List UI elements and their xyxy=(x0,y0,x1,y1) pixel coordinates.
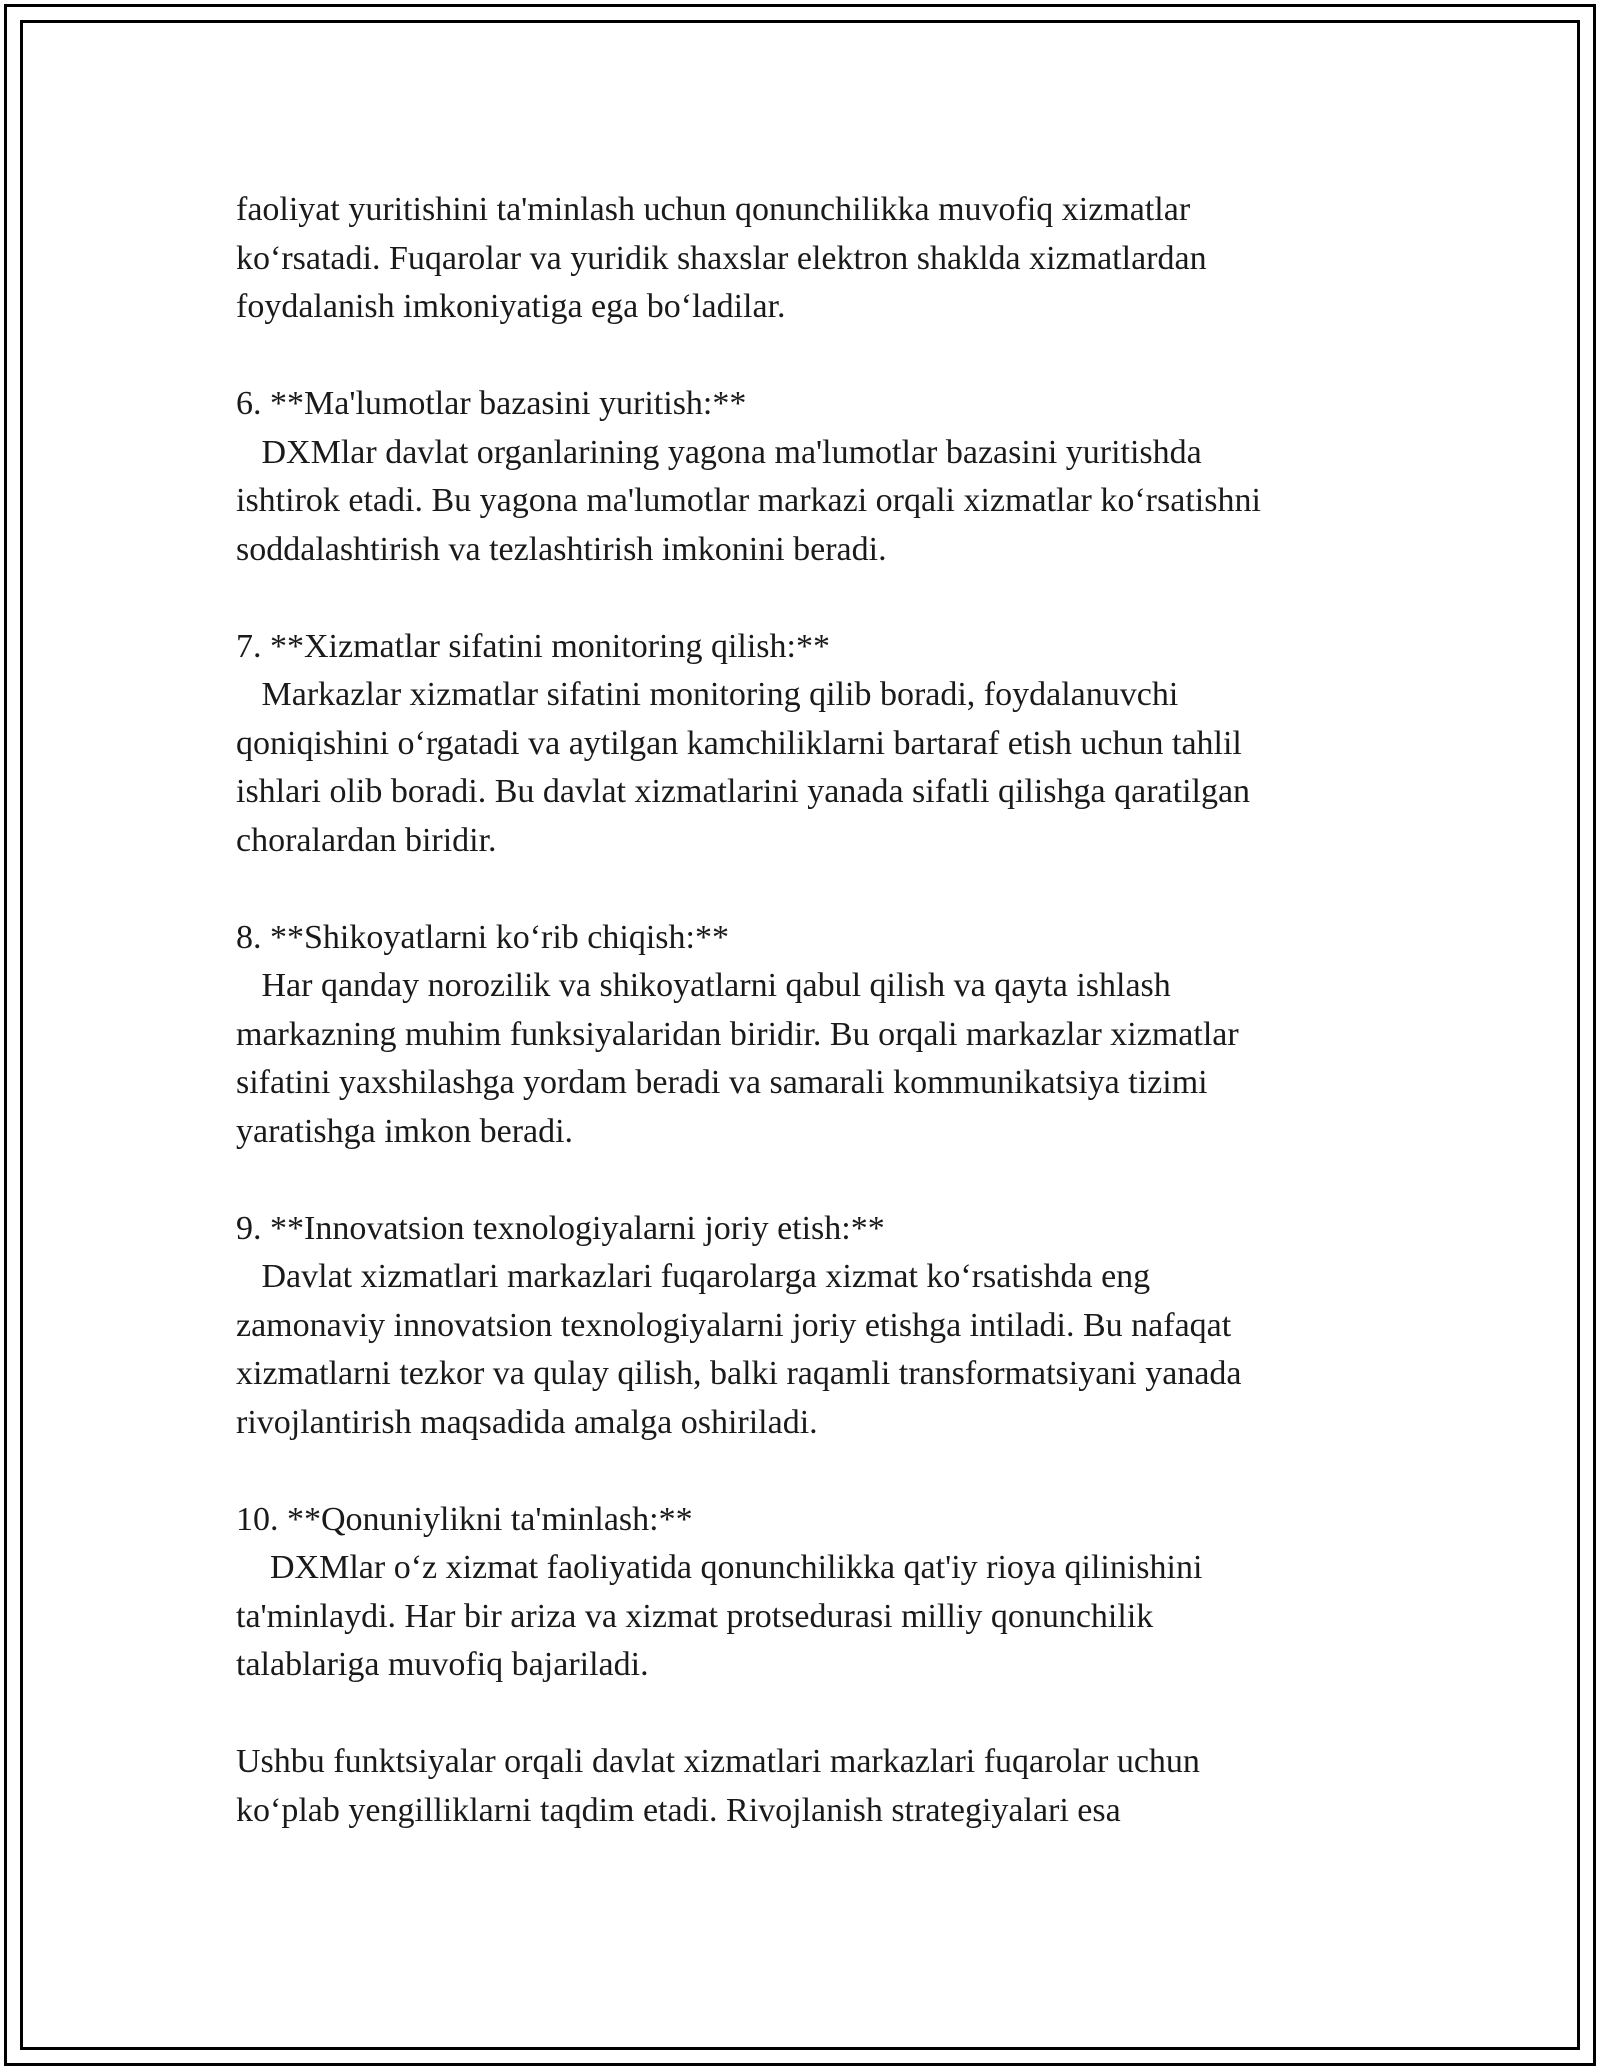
text-line: Ushbu funktsiyalar orqali davlat xizmatlari markazlari fuqarolar uchun xyxy=(236,1743,1200,1780)
text-line: yaratishga imkon beradi. xyxy=(236,1112,574,1150)
text-line: soddalashtirish va tezlashtirish imkonini beradi. xyxy=(236,530,887,568)
text-line: choralardan biridir. xyxy=(236,821,497,859)
text-line: Davlat xizmatlari markazlari fuqarolarga xizmat ko‘rsatishda eng xyxy=(236,1258,1151,1295)
text-line: ta'minlaydi. Har bir ariza va xizmat protsedurasi milliy qonunchilik xyxy=(236,1597,1154,1635)
section-heading: 10. **Qonuniylikni ta'minlash:** xyxy=(236,1500,693,1538)
text-line: ko‘rsatadi. Fuqarolar va yuridik shaxslar elektron shaklda xizmatlardan xyxy=(236,239,1207,277)
text-line: ishtirok etadi. Bu yagona ma'lumotlar markazi orqali xizmatlar ko‘rsatishni xyxy=(236,482,1261,519)
text-line: zamonaviy innovatsion texnologiyalarni joriy etishga intiladi. Bu nafaqat xyxy=(236,1306,1232,1344)
section-6-database xyxy=(236,380,1386,574)
section-heading: 6. **Ma'lumotlar bazasini yuritish:** xyxy=(236,385,747,422)
section-7-monitoring xyxy=(236,623,1386,866)
text-line: foydalanish imkoniyatiga ega bo‘ladilar. xyxy=(236,288,786,325)
text-line: Markazlar xizmatlar sifatini monitoring qilib boradi, foydalanuvchi xyxy=(236,676,1179,713)
text-line: ko‘plab yengilliklarni taqdim etadi. Rivojlanish strategiyalari esa xyxy=(236,1791,1121,1829)
text-line: DXMlar o‘z xizmat faoliyatida qonunchilikka qat'iy rioya qilinishini xyxy=(236,1549,1203,1586)
section-8-complaints xyxy=(236,914,1386,1157)
text-line: DXMlar davlat organlarining yagona ma'lumotlar bazasini yuritishda xyxy=(236,433,1202,471)
section-9-innovation xyxy=(236,1205,1386,1448)
text-line: Har qanday norozilik va shikoyatlarni qabul qilish va qayta ishlash xyxy=(236,967,1171,1004)
paragraph-intro xyxy=(236,186,1386,332)
section-heading: 7. **Xizmatlar sifatini monitoring qilish:** xyxy=(236,627,830,665)
text-line: xizmatlarni tezkor va qulay qilish, balki raqamli transformatsiyani yanada xyxy=(236,1355,1242,1392)
paragraph-conclusion xyxy=(236,1738,1386,1835)
text-line: markazning muhim funksiyalaridan biridir. Bu orqali markazlar xizmatlar xyxy=(236,1015,1239,1053)
text-line: talablariga muvofiq bajariladi. xyxy=(236,1646,649,1683)
section-10-legality xyxy=(236,1496,1386,1690)
text-line: qoniqishini o‘rgatadi va aytilgan kamchiliklarni bartaraf etish uchun tahlil xyxy=(236,724,1242,762)
section-heading: 8. **Shikoyatlarni ko‘rib chiqish:** xyxy=(236,918,729,956)
text-line: sifatini yaxshilashga yordam beradi va samarali kommunikatsiya tizimi xyxy=(236,1064,1208,1101)
text-line: faoliyat yuritishini ta'minlash uchun qonunchilikka muvofiq xizmatlar xyxy=(236,191,1191,228)
section-heading: 9. **Innovatsion texnologiyalarni joriy etish:** xyxy=(236,1209,885,1247)
document-body xyxy=(236,186,1386,1884)
text-line: rivojlantirish maqsadida amalga oshiriladi. xyxy=(236,1403,818,1441)
text-line: ishlari olib boradi. Bu davlat xizmatlarini yanada sifatli qilishga qaratilgan xyxy=(236,773,1251,810)
